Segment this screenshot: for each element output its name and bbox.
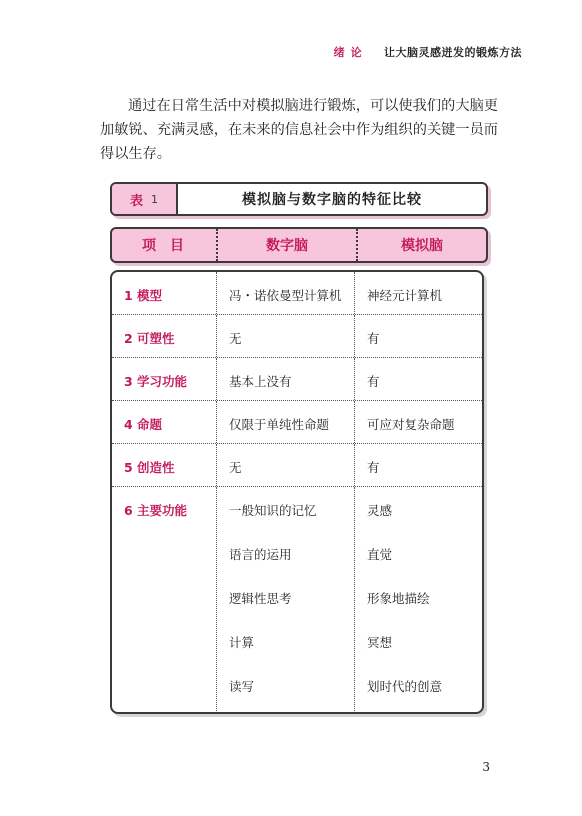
row-analog [354, 444, 482, 486]
analog-value: 划时代的创意 [367, 679, 443, 694]
row-item: 1 模型 [124, 288, 163, 303]
row-item: 4 命题 [124, 417, 163, 432]
digital-value: 语言的运用 [229, 547, 292, 562]
row-analog [354, 315, 482, 357]
analog-value: 有 [367, 374, 380, 389]
row-analog [354, 487, 482, 714]
table-caption [110, 182, 488, 216]
digital-value: 计算 [229, 635, 255, 650]
row-digital [216, 315, 354, 357]
header-digital-brain: 数字脑 [216, 229, 356, 261]
row-digital [216, 444, 354, 486]
row-analog [354, 272, 482, 314]
row-item: 6 主要功能 [124, 503, 188, 518]
row-analog [354, 358, 482, 400]
analog-value: 灵感 [367, 503, 393, 518]
row-digital [216, 401, 354, 443]
analog-value: 形象地描绘 [367, 591, 430, 606]
header-analog-brain: 模拟脑 [356, 229, 486, 261]
table-row [112, 272, 482, 315]
table-label-text: 表 [129, 193, 143, 209]
digital-value: 逻辑性思考 [229, 591, 292, 606]
digital-value: 读写 [229, 679, 255, 694]
analog-value: 直觉 [367, 547, 393, 562]
table-row [112, 401, 482, 444]
table-header [110, 227, 488, 263]
analog-value: 可应对复杂命题 [367, 417, 455, 432]
analog-value: 神经元计算机 [367, 288, 443, 303]
row-digital [216, 487, 354, 714]
row-item: 5 创造性 [124, 460, 175, 475]
digital-value: 仅限于单纯性命题 [229, 417, 330, 432]
digital-value: 一般知识的记忆 [229, 503, 317, 518]
table-row [112, 358, 482, 401]
row-item: 3 学习功能 [124, 374, 188, 389]
running-head-title: 让大脑灵感迸发的锻炼方法 [384, 46, 522, 59]
row-item: 2 可塑性 [124, 331, 175, 346]
running-head [334, 44, 522, 60]
table-number: 1 [151, 192, 158, 206]
digital-value: 无 [229, 460, 242, 475]
header-item: 项目 [142, 238, 198, 254]
comparison-table [110, 270, 484, 714]
table-row [112, 444, 482, 487]
digital-value: 无 [229, 331, 242, 346]
table-row [112, 487, 482, 714]
analog-value: 冥想 [367, 635, 393, 650]
table-label [112, 184, 178, 214]
row-digital [216, 358, 354, 400]
row-analog [354, 401, 482, 443]
row-digital [216, 272, 354, 314]
page-number: 3 [482, 760, 490, 774]
digital-value: 冯・诺依曼型计算机 [229, 288, 342, 303]
analog-value: 有 [367, 331, 380, 346]
table-title: 模拟脑与数字脑的特征比较 [242, 192, 422, 208]
body-paragraph: 通过在日常生活中对模拟脑进行锻炼，可以使我们的大脑更加敏锐、充满灵感，在未来的信息社会中作为组织的关键一员而得以生存。 [100, 98, 498, 162]
running-head-chapter: 绪论 [333, 46, 368, 59]
table-row [112, 315, 482, 358]
digital-value: 基本上没有 [229, 374, 292, 389]
analog-value: 有 [367, 460, 380, 475]
